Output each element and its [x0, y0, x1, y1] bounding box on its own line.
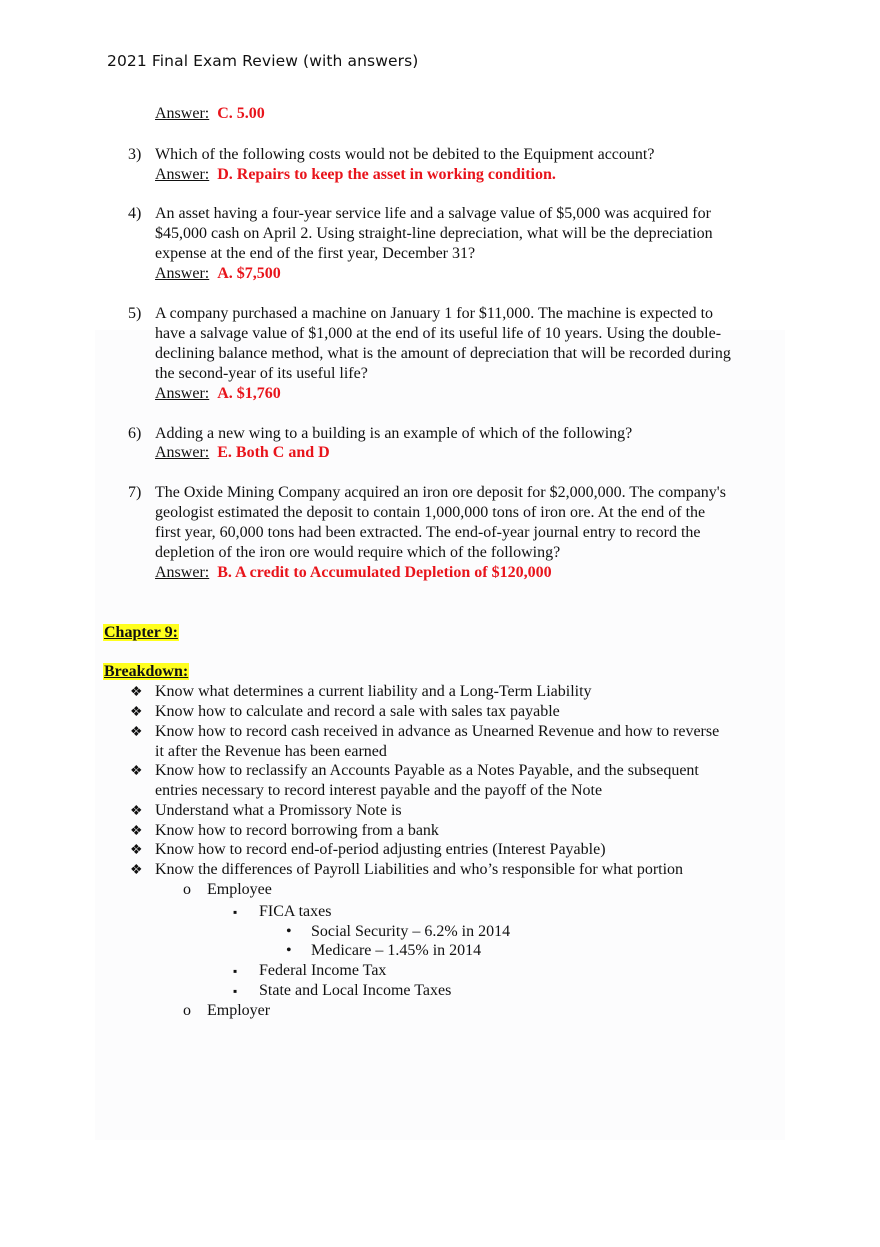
- question-text: first year, 60,000 tons had been extracted. The end-of-year journal entry to record the: [155, 524, 701, 541]
- question-text: geologist estimated the deposit to contain 1,000,000 tons of iron ore. At the end of the: [155, 504, 706, 521]
- question-text: have a salvage value of $1,000 at the end of its useful life of 10 years. Using the double-: [155, 325, 722, 342]
- circle-bullet-icon: o: [183, 881, 191, 898]
- answer-value: D. Repairs to keep the asset in working condition.: [217, 166, 556, 183]
- payroll-federal-tax: Federal Income Tax: [259, 962, 387, 979]
- chapter-heading: [103, 623, 179, 643]
- question-text: An asset having a four-year service life and a salvage value of $5,000 was acquired for: [155, 205, 711, 222]
- breakdown-item: Know what determines a current liability and a Long-Term Liability: [155, 683, 592, 700]
- question-text: declining balance method, what is the amount of depreciation that will be recorded during: [155, 345, 731, 362]
- question-number: 5): [128, 305, 142, 322]
- answer-value: A. $7,500: [217, 265, 281, 282]
- breakdown-heading: [103, 662, 189, 682]
- question-text: depletion of the iron ore would require which of the following?: [155, 544, 561, 561]
- breakdown-item: Know how to record borrowing from a bank: [155, 822, 439, 839]
- answer-value: B. A credit to Accumulated Depletion of $120,000: [217, 564, 552, 581]
- square-bullet-icon: ▪: [233, 984, 238, 998]
- question-text: Which of the following costs would not be debited to the Equipment account?: [155, 146, 655, 163]
- breakdown-item: Understand what a Promissory Note is: [155, 802, 402, 819]
- square-bullet-icon: ▪: [233, 964, 238, 978]
- dot-bullet-icon: •: [286, 942, 292, 959]
- breakdown-item: Know how to reclassify an Accounts Payable as a Notes Payable, and the subsequent: [155, 762, 699, 779]
- square-bullet-icon: ▪: [233, 905, 238, 919]
- answer-value: E. Both C and D: [217, 444, 330, 461]
- page-header: 2021 Final Exam Review (with answers): [107, 52, 419, 70]
- breakdown-item: Know how to record end-of-period adjusting entries (Interest Payable): [155, 841, 606, 858]
- answer-label: Answer:: [155, 444, 210, 461]
- question-text: A company purchased a machine on January 1 for $11,000. The machine is expected to: [155, 305, 714, 322]
- diamond-bullet-icon: ❖: [130, 705, 143, 720]
- breakdown-title: Breakdown:: [104, 663, 189, 680]
- answer-line: [155, 563, 552, 583]
- breakdown-item: Know the differences of Payroll Liabilities and who’s responsible for what portion: [155, 861, 684, 878]
- answer-label: Answer:: [155, 564, 210, 581]
- dot-bullet-icon: •: [286, 923, 292, 940]
- diamond-bullet-icon: ❖: [130, 863, 143, 878]
- answer-label: Answer:: [155, 105, 210, 122]
- question-number: 7): [128, 484, 142, 501]
- diamond-bullet-icon: ❖: [130, 843, 143, 858]
- question-text: The Oxide Mining Company acquired an iron ore deposit for $2,000,000. The company's: [155, 484, 726, 501]
- payroll-employer: Employer: [207, 1002, 271, 1019]
- breakdown-item: Know how to record cash received in advance as Unearned Revenue and how to reverse: [155, 723, 720, 740]
- answer-label: Answer:: [155, 166, 210, 183]
- breakdown-item-continued: it after the Revenue has been earned: [155, 743, 387, 760]
- circle-bullet-icon: o: [183, 1002, 191, 1019]
- answer-value: C. 5.00: [217, 105, 265, 122]
- answer-label: Answer:: [155, 265, 210, 282]
- payroll-social-security: Social Security – 6.2% in 2014: [311, 923, 511, 940]
- payroll-state-local-tax: State and Local Income Taxes: [259, 982, 452, 999]
- chapter-title: Chapter 9:: [104, 624, 178, 641]
- question-number: 3): [128, 146, 142, 163]
- question-text: the second-year of its useful life?: [155, 365, 368, 382]
- payroll-fica: FICA taxes: [259, 903, 332, 920]
- diamond-bullet-icon: ❖: [130, 725, 143, 740]
- question-text: Adding a new wing to a building is an example of which of the following?: [155, 425, 633, 442]
- diamond-bullet-icon: ❖: [130, 804, 143, 819]
- question-text: expense at the end of the first year, December 31?: [155, 245, 476, 262]
- breakdown-item-continued: entries necessary to record interest payable and the payoff of the Note: [155, 782, 603, 799]
- diamond-bullet-icon: ❖: [130, 764, 143, 779]
- answer-line: [155, 165, 556, 185]
- answer-line: [155, 384, 281, 404]
- answer-line: [155, 264, 281, 284]
- diamond-bullet-icon: ❖: [130, 685, 143, 700]
- answer-value: A. $1,760: [217, 385, 281, 402]
- breakdown-item: Know how to calculate and record a sale with sales tax payable: [155, 703, 560, 720]
- answer-line: [155, 443, 330, 463]
- answer-label: Answer:: [155, 385, 210, 402]
- question-number: 6): [128, 425, 142, 442]
- question-text: $45,000 cash on April 2. Using straight-line depreciation, what will be the depreciation: [155, 225, 713, 242]
- answer-line-top: [155, 104, 265, 124]
- diamond-bullet-icon: ❖: [130, 824, 143, 839]
- payroll-medicare: Medicare – 1.45% in 2014: [311, 942, 482, 959]
- payroll-employee: Employee: [207, 881, 272, 898]
- question-number: 4): [128, 205, 142, 222]
